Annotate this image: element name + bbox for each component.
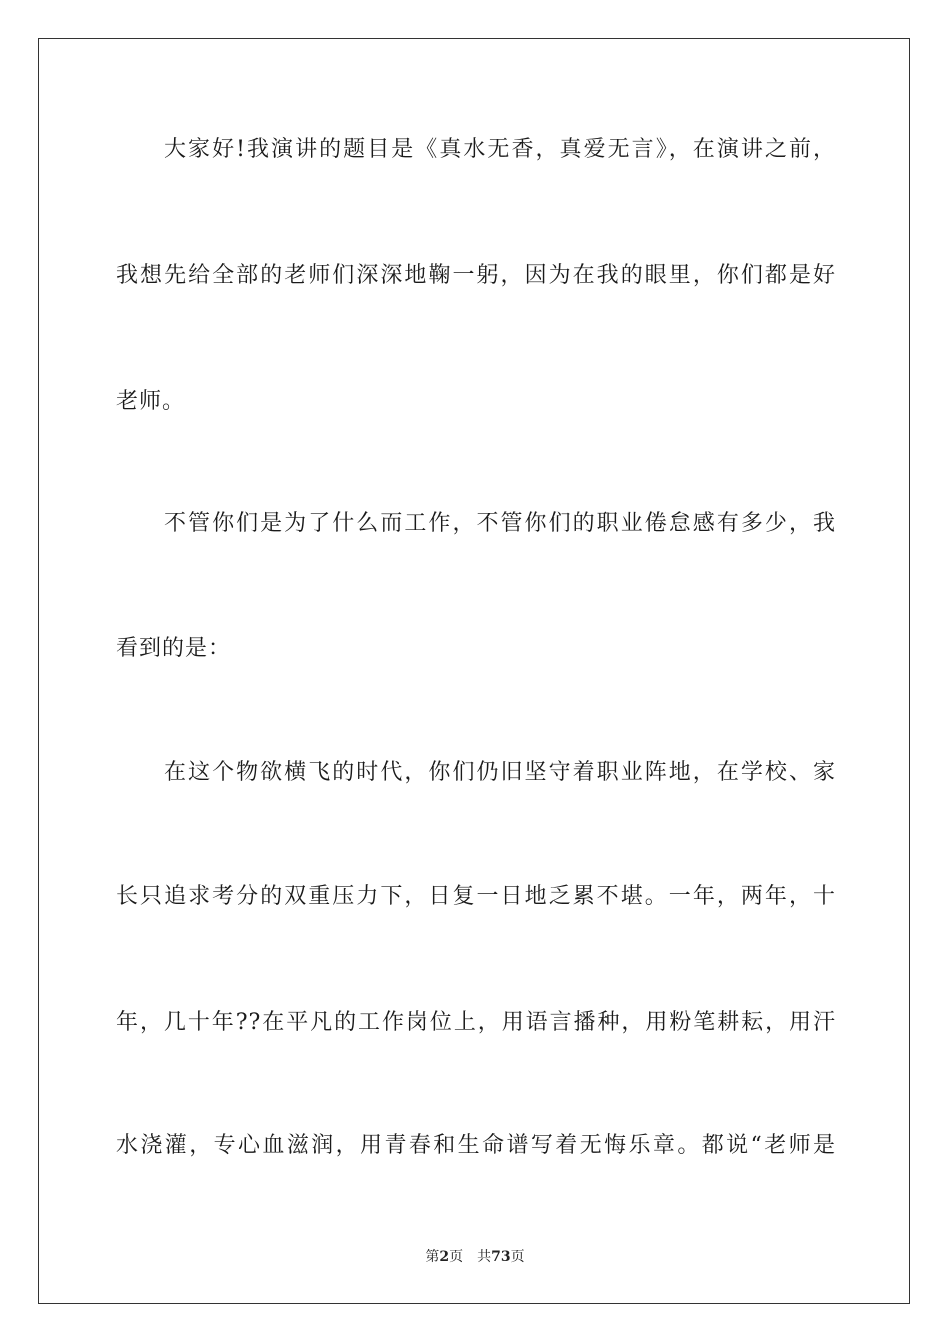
paragraph-3-line-4: 水浇灌，专心血滋润，用青春和生命谱写着无悔乐章。都说“老师是 bbox=[116, 1133, 836, 1158]
page-suffix: 页 bbox=[449, 1249, 464, 1265]
paragraph-3-line-3: 年，几十年??在平凡的工作岗位上，用语言播种，用粉笔耕耘，用汗 bbox=[116, 1010, 836, 1035]
page-footer bbox=[0, 1247, 950, 1267]
total-pages: 73 bbox=[491, 1249, 511, 1265]
paragraph-3-line-1: 在这个物欲横飞的时代，你们仍旧坚守着职业阵地，在学校、家 bbox=[164, 760, 836, 785]
page-number: 2 bbox=[439, 1249, 450, 1265]
paragraph-3-line-2: 长只追求考分的双重压力下，日复一日地乏累不堪。一年，两年，十 bbox=[116, 884, 836, 909]
paragraph-2-line-1: 不管你们是为了什么而工作，不管你们的职业倦怠感有多少，我 bbox=[164, 511, 836, 536]
page-frame bbox=[38, 38, 910, 1304]
total-prefix: 共 bbox=[477, 1249, 492, 1265]
paragraph-1-line-3: 老师。 bbox=[116, 389, 186, 414]
paragraph-2-line-2: 看到的是： bbox=[116, 636, 232, 661]
paragraph-1-line-2: 我想先给全部的老师们深深地鞠一躬，因为在我的眼里，你们都是好 bbox=[116, 263, 836, 288]
page-prefix: 第 bbox=[425, 1249, 440, 1265]
total-suffix: 页 bbox=[510, 1249, 525, 1265]
paragraph-1-line-1: 大家好!我演讲的题目是《真水无香，真爱无言》，在演讲之前， bbox=[164, 137, 836, 162]
